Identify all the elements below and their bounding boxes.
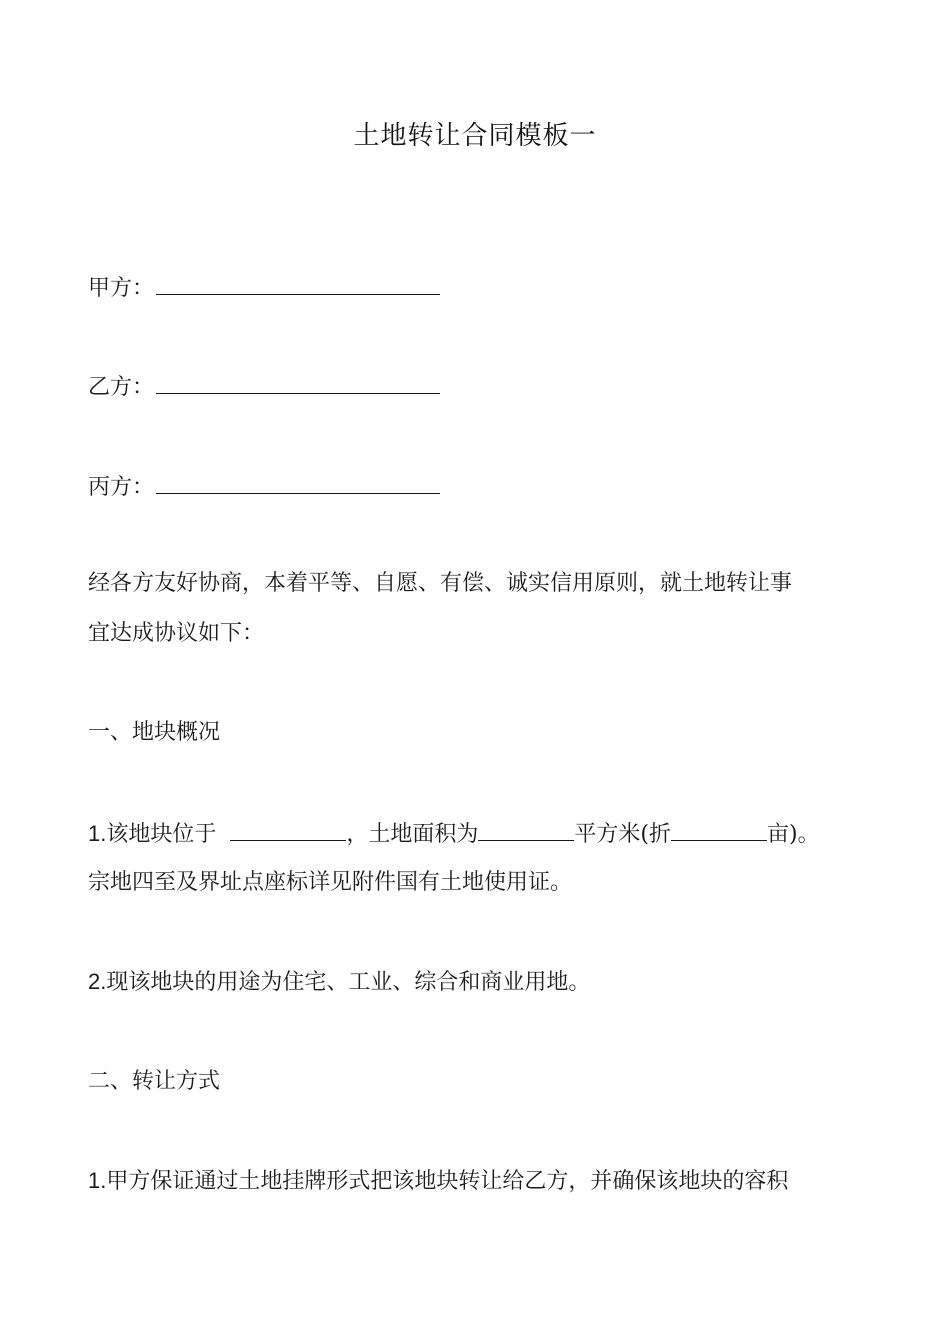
section-2-item-1: [88, 1166, 788, 1197]
item-text: ，土地面积为: [346, 822, 479, 847]
section-1-heading: 一、地块概况: [88, 720, 221, 745]
item-number: 1.: [88, 821, 107, 846]
item-number: 1.: [88, 1168, 107, 1193]
item-text: 亩)。: [766, 822, 820, 847]
intro-line-2: 宜达成协议如下：: [88, 621, 265, 646]
document-title: 土地转让合同模板一: [353, 121, 597, 151]
item-text: 甲方保证通过土地挂牌形式把该地块转让给乙方，并确保该地块的容积: [106, 1169, 789, 1194]
location-blank[interactable]: [230, 818, 346, 841]
item-text: 该地块位于: [106, 822, 217, 847]
party-b-label: 乙方：: [88, 375, 155, 400]
section-2-heading: 二、转让方式: [88, 1069, 221, 1094]
party-c-blank[interactable]: [156, 469, 440, 494]
party-c-label: 丙方：: [88, 475, 155, 500]
item-text: 平方米(折: [574, 822, 671, 847]
section-1-item-1: [88, 818, 820, 850]
item-text: 现该地块的用途为住宅、工业、综合和商业用地。: [106, 970, 591, 995]
area-mu-blank[interactable]: [671, 818, 767, 841]
party-b-blank[interactable]: [156, 369, 440, 394]
party-a-label: 甲方：: [88, 276, 155, 301]
area-sqm-blank[interactable]: [478, 818, 574, 841]
party-a-blank[interactable]: [156, 270, 440, 295]
section-1-item-2: [88, 967, 590, 998]
party-a-line: [88, 270, 440, 304]
intro-line-1: 经各方友好协商，本着平等、自愿、有偿、诚实信用原则，就土地转让事: [88, 571, 793, 596]
item-number: 2.: [88, 969, 107, 994]
party-b-line: [88, 369, 440, 403]
section-1-item-1-line-2: 宗地四至及界址点座标详见附件国有土地使用证。: [88, 870, 573, 895]
party-c-line: [88, 469, 440, 503]
